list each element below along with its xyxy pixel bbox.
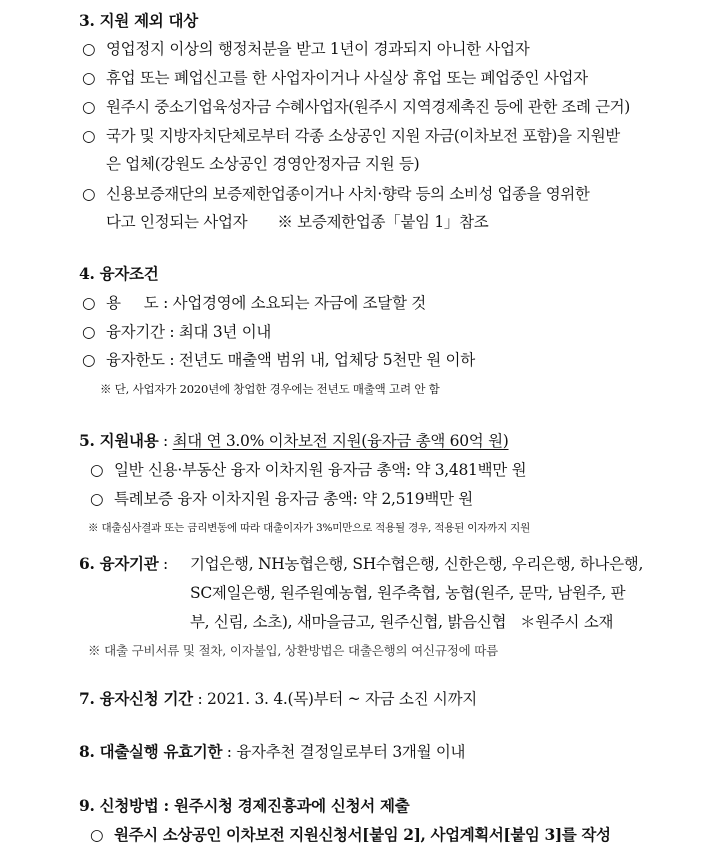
- s8-detail: 융자추천 결정일로부터 3개월 이내: [236, 743, 466, 761]
- section-8-title: 8. 대출실행 유효기한: [79, 742, 223, 761]
- s6-header: 6. 융자기관 :: [79, 554, 173, 573]
- s3-item-5-cont: 다고 인정되는 사업자 ※ 보증제한업종「붙임 1」참조: [106, 213, 489, 231]
- s7-detail: 2021. 3. 4.(목)부터 ~ 자금 소진 시까지: [207, 690, 477, 708]
- bullet-icon: ○: [82, 98, 96, 116]
- bullet-icon: ○: [82, 185, 96, 203]
- s6-note: ※ 대출 구비서류 및 절차, 이자불입, 상환방법은 대출은행의 여신규정에 따름: [88, 643, 499, 658]
- s4-item-1: ○ 용 도 : 사업경영에 소요되는 자금에 조달할 것: [82, 294, 426, 312]
- s4-item-3: ○ 융자한도 : 전년도 매출액 범위 내, 업체당 5천만 원 이하: [82, 351, 475, 369]
- s8-line: 8. 대출실행 유효기한 : 융자추천 결정일로부터 3개월 이내: [79, 742, 466, 761]
- bullet-icon: ○: [82, 294, 96, 312]
- bullet-icon: ○: [90, 490, 104, 508]
- s7-line: 7. 융자신청 기간 : 2021. 3. 4.(목)부터 ~ 자금 소진 시까지: [79, 689, 477, 708]
- s6-banks-line-1: 기업은행, NH농협은행, SH수협은행, 신한은행, 우리은행, 하나은행,: [190, 555, 644, 573]
- bullet-icon: ○: [82, 351, 96, 369]
- s5-note: ※ 대출심사결과 또는 금리변동에 따라 대출이자가 3%미만으로 적용될 경우, 적용된 이자까지 지원: [88, 522, 531, 534]
- section-9-title: 9. 신청방법: [79, 796, 159, 815]
- s4-note: ※ 단, 사업자가 2020년에 창업한 경우에는 전년도 매출액 고려 안 함: [100, 382, 440, 396]
- s3-item-4: ○ 국가 및 지방자치단체로부터 각종 소상공인 지원 자금(이차보전 포함)을 지원받: [82, 127, 620, 145]
- s5-item-1: ○ 일반 신용·부동산 융자 이차지원 융자금 총액: 약 3,481백만 원: [90, 461, 527, 479]
- s6-banks-line-2: SC제일은행, 원주원예농협, 원주축협, 농협(원주, 문막, 남원주, 판: [190, 584, 626, 602]
- bullet-icon: ○: [90, 461, 104, 479]
- section-4-title: 4. 융자조건: [79, 264, 159, 283]
- bullet-icon: ○: [82, 323, 96, 341]
- s6-banks-line-3: 부, 신림, 소초), 새마을금고, 원주신협, 밝음신협 ＊원주시 소재: [190, 613, 614, 631]
- section-3-title: 3. 지원 제외 대상: [79, 11, 198, 30]
- bullet-icon: ○: [82, 127, 96, 145]
- s5-detail: 최대 연 3.0% 이차보전 지원(융자금 총액 60억 원): [172, 432, 509, 450]
- s3-item-5: ○ 신용보증재단의 보증제한업종이거나 사치·향락 등의 소비성 업종을 영위한: [82, 185, 590, 203]
- s4-item-2: ○ 융자기간 : 최대 3년 이내: [82, 323, 272, 341]
- s3-item-1: ○ 영업정지 이상의 행정처분을 받고 1년이 경과되지 아니한 사업자: [82, 40, 530, 58]
- section-6-title: 6. 융자기관: [79, 554, 159, 573]
- bullet-icon: ○: [82, 40, 96, 58]
- bullet-icon: ○: [90, 825, 104, 844]
- s5-item-2: ○ 특례보증 융자 이차지원 융자금 총액: 약 2,519백만 원: [90, 490, 473, 508]
- section-7-title: 7. 융자신청 기간: [79, 689, 193, 708]
- section-5-title: 5. 지원내용: [79, 431, 159, 450]
- s3-item-4-cont: 은 업체(강원도 소상공인 경영안정자금 지원 등): [106, 155, 420, 173]
- s5-header: 5. 지원내용 : 최대 연 3.0% 이차보전 지원(융자금 총액 60억 원): [79, 431, 509, 450]
- s3-item-5-note: ※ 보증제한업종「붙임 1」참조: [277, 213, 489, 231]
- s3-item-2: ○ 휴업 또는 폐업신고를 한 사업자이거나 사실상 휴업 또는 폐업중인 사업자: [82, 69, 588, 87]
- s3-item-3: ○ 원주시 중소기업육성자금 수혜사업자(원주시 지역경제촉진 등에 관한 조례 근거): [82, 98, 630, 116]
- bullet-icon: ○: [82, 69, 96, 87]
- s9-line: 9. 신청방법 : 원주시청 경제진흥과에 신청서 제출: [79, 796, 410, 815]
- s9-item-1: ○ 원주시 소상공인 이차보전 지원신청서[붙임 2], 사업계획서[붙임 3]를 작성: [90, 825, 611, 844]
- s9-detail: 원주시청 경제진흥과에 신청서 제출: [174, 796, 410, 815]
